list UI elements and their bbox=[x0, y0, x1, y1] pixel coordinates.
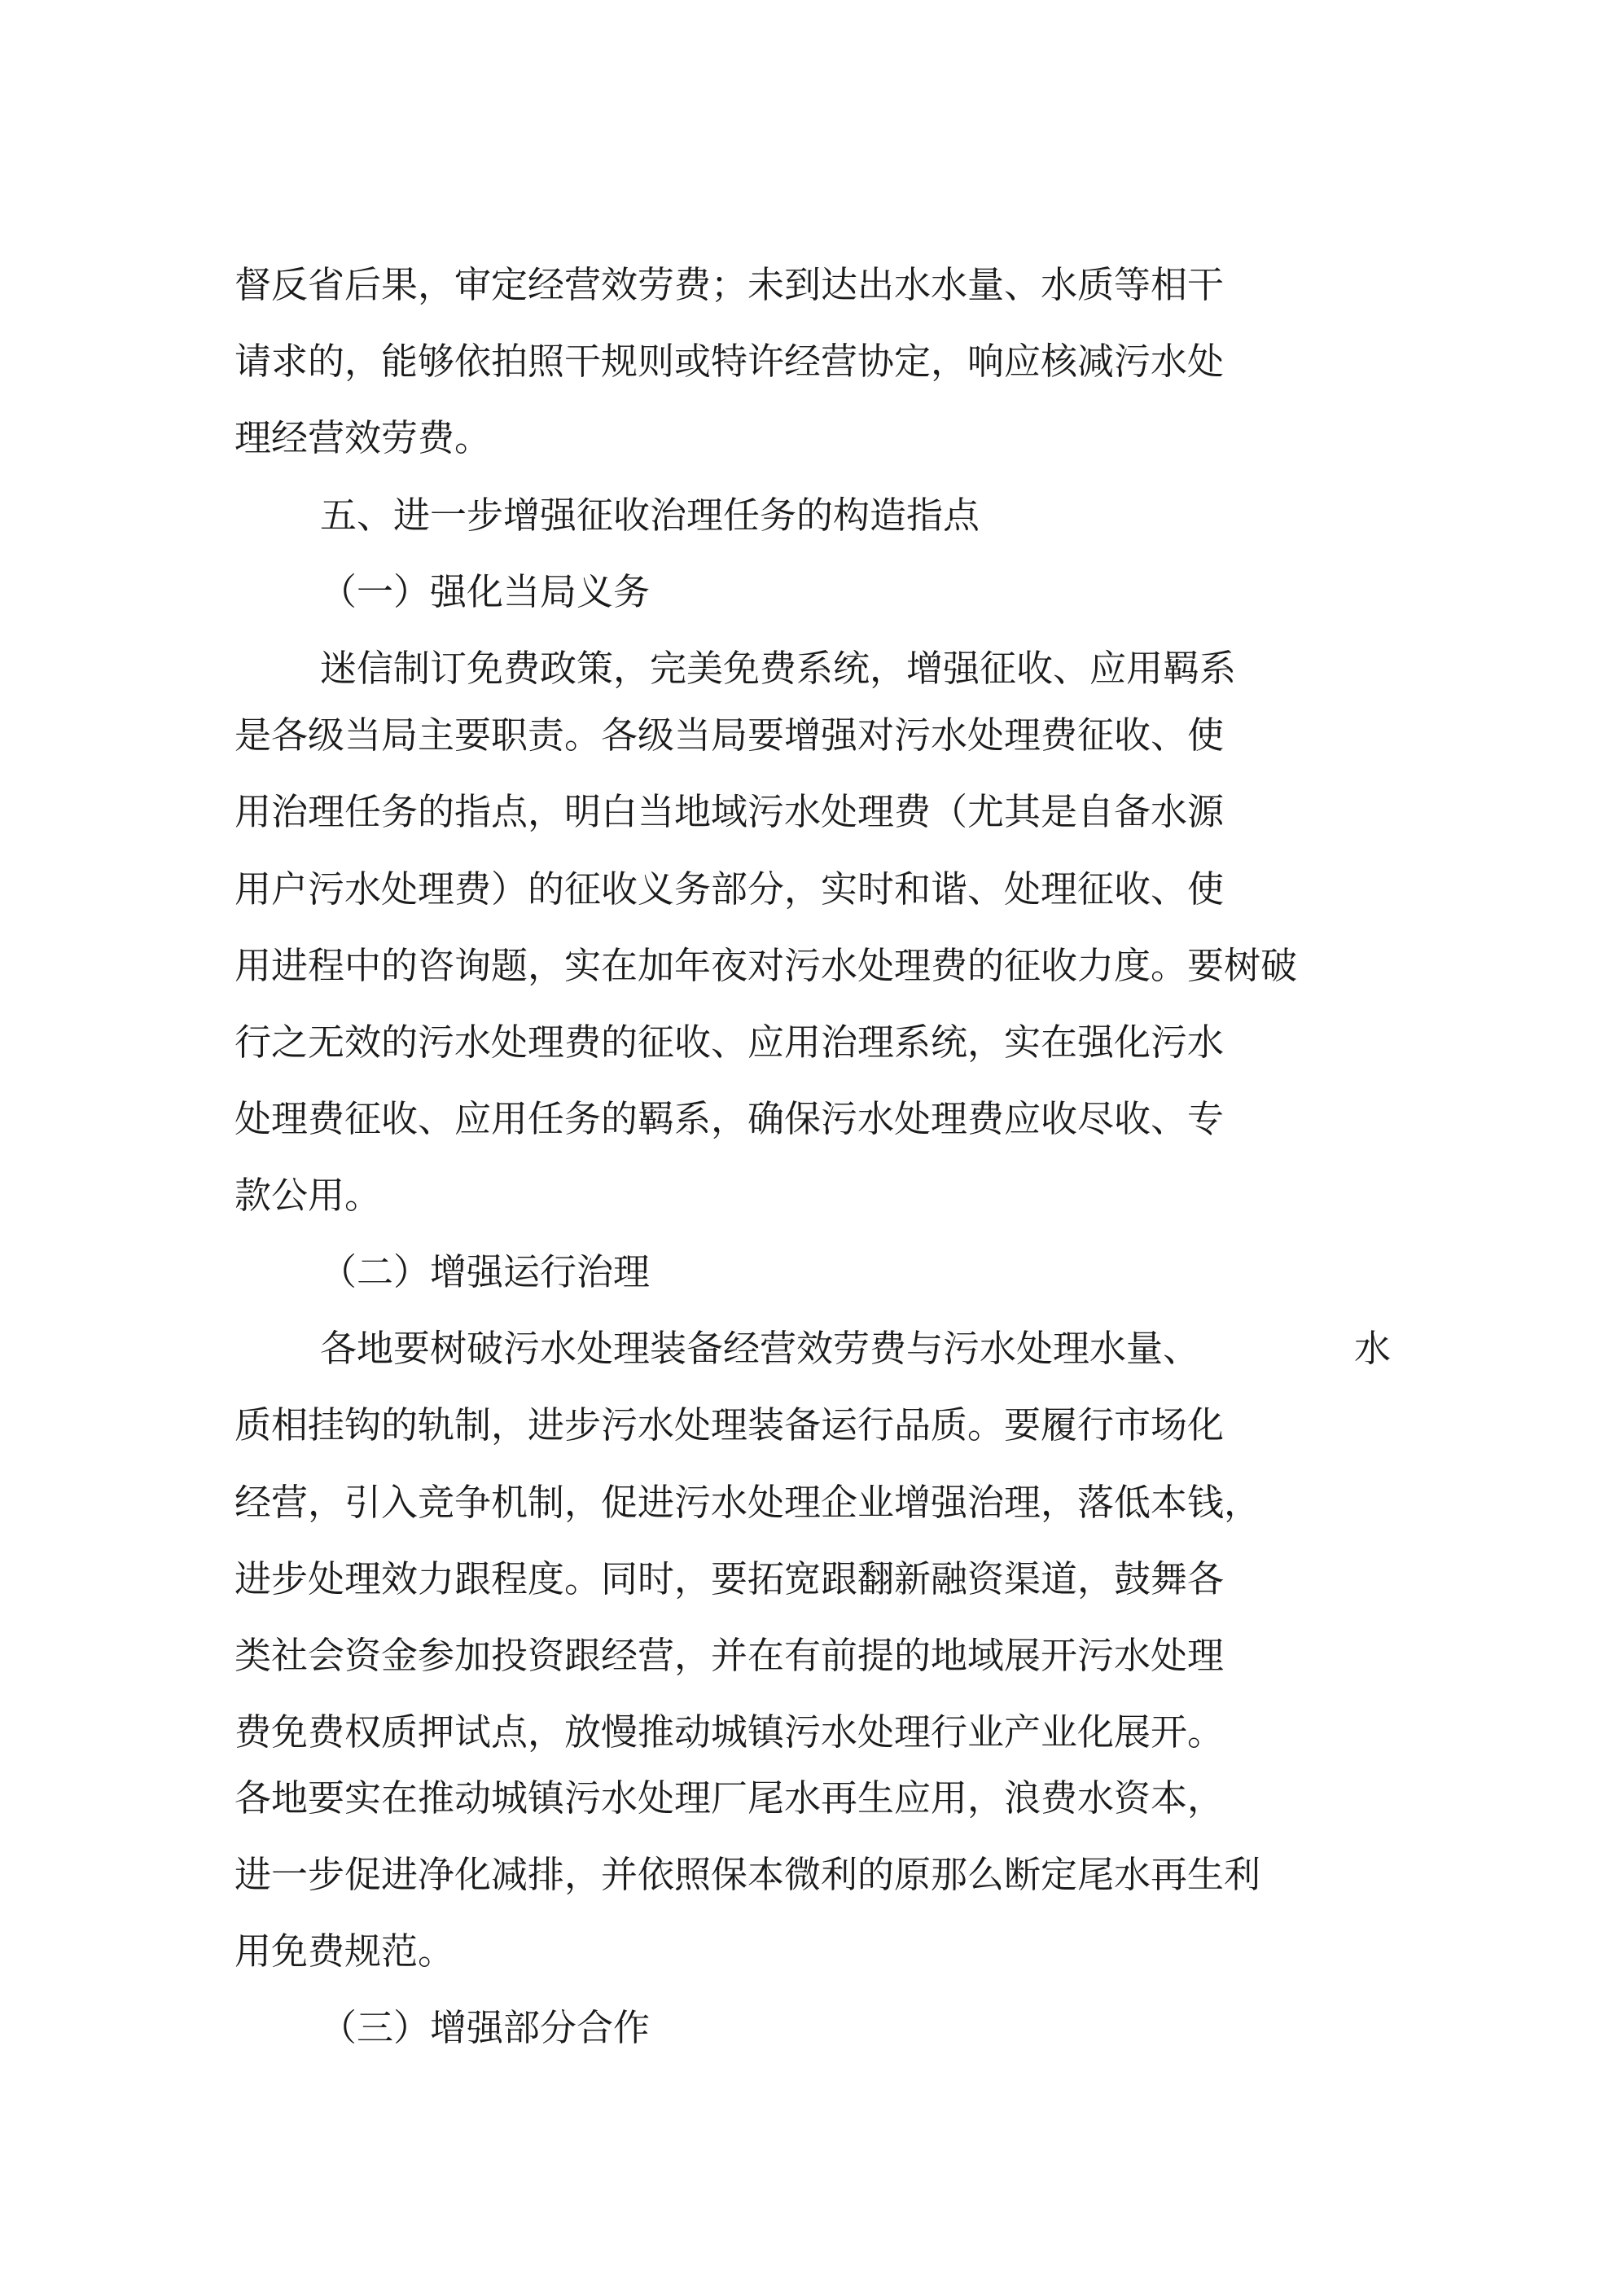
paragraph-line: 经营，引入竞争机制，促进污水处理企业增强治理，落低本钱， bbox=[235, 1481, 1261, 1524]
paragraph-line: 进步处理效力跟程度。同时，要拓宽跟翻新融资渠道，鼓舞各 bbox=[235, 1557, 1225, 1600]
paragraph-line: 费免费权质押试点，放慢推动城镇污水处理行业产业化展开。 bbox=[235, 1710, 1225, 1754]
subsection-heading: （二）增强运行治理 bbox=[320, 1250, 651, 1293]
paragraph-line: 用治理任务的指点，明白当地域污水处理费（尤其是自备水源 bbox=[235, 790, 1225, 833]
paragraph-line-fragment: 水 bbox=[1354, 1327, 1392, 1370]
section-heading: 五、进一步增强征收治理任务的构造指点 bbox=[320, 494, 980, 537]
paragraph-line: 理经营效劳费。 bbox=[235, 416, 492, 459]
paragraph-line: 进一步促进净化减排，并依照保本微利的原那么断定尾水再生利 bbox=[235, 1853, 1261, 1896]
paragraph-line: 督反省后果，审定经营效劳费；未到达出水水量、水质等相干 bbox=[235, 263, 1225, 306]
paragraph-line: 请求的，能够依拍照干规则或特许经营协定，响应核减污水处 bbox=[235, 340, 1225, 383]
paragraph-line: 类社会资金参加投资跟经营，并在有前提的地域展开污水处理 bbox=[235, 1634, 1225, 1677]
paragraph-line: 迷信制订免费政策，完美免费系统，增强征收、应用羁系 bbox=[320, 647, 1237, 690]
paragraph-line: 用户污水处理费）的征收义务部分，实时和谐、处理征收、使 bbox=[235, 867, 1225, 911]
paragraph-line: 各地要实在推动城镇污水处理厂尾水再生应用，浪费水资本， bbox=[235, 1776, 1225, 1820]
paragraph-line: 是各级当局主要职责。各级当局要增强对污水处理费征收、使 bbox=[235, 713, 1225, 757]
paragraph-line: 质相挂钩的轨制，进步污水处理装备运行品质。要履行市场化 bbox=[235, 1403, 1225, 1447]
paragraph-line: 行之无效的污水处理费的征收、应用治理系统，实在强化污水 bbox=[235, 1021, 1225, 1064]
paragraph-line: 处理费征收、应用任务的羁系，确保污水处理费应收尽收、专 bbox=[235, 1097, 1225, 1140]
paragraph-line: 用进程中的咨询题，实在加年夜对污水处理费的征收力度。要树破 bbox=[235, 944, 1298, 987]
paragraph-line: 用免费规范。 bbox=[235, 1929, 455, 1973]
paragraph-line: 款公用。 bbox=[235, 1174, 382, 1217]
subsection-heading: （一）强化当局义务 bbox=[320, 570, 651, 613]
subsection-heading: （三）增强部分合作 bbox=[320, 2006, 651, 2049]
paragraph-line: 各地要树破污水处理装备经营效劳费与污水处理水量、 bbox=[320, 1327, 1200, 1370]
